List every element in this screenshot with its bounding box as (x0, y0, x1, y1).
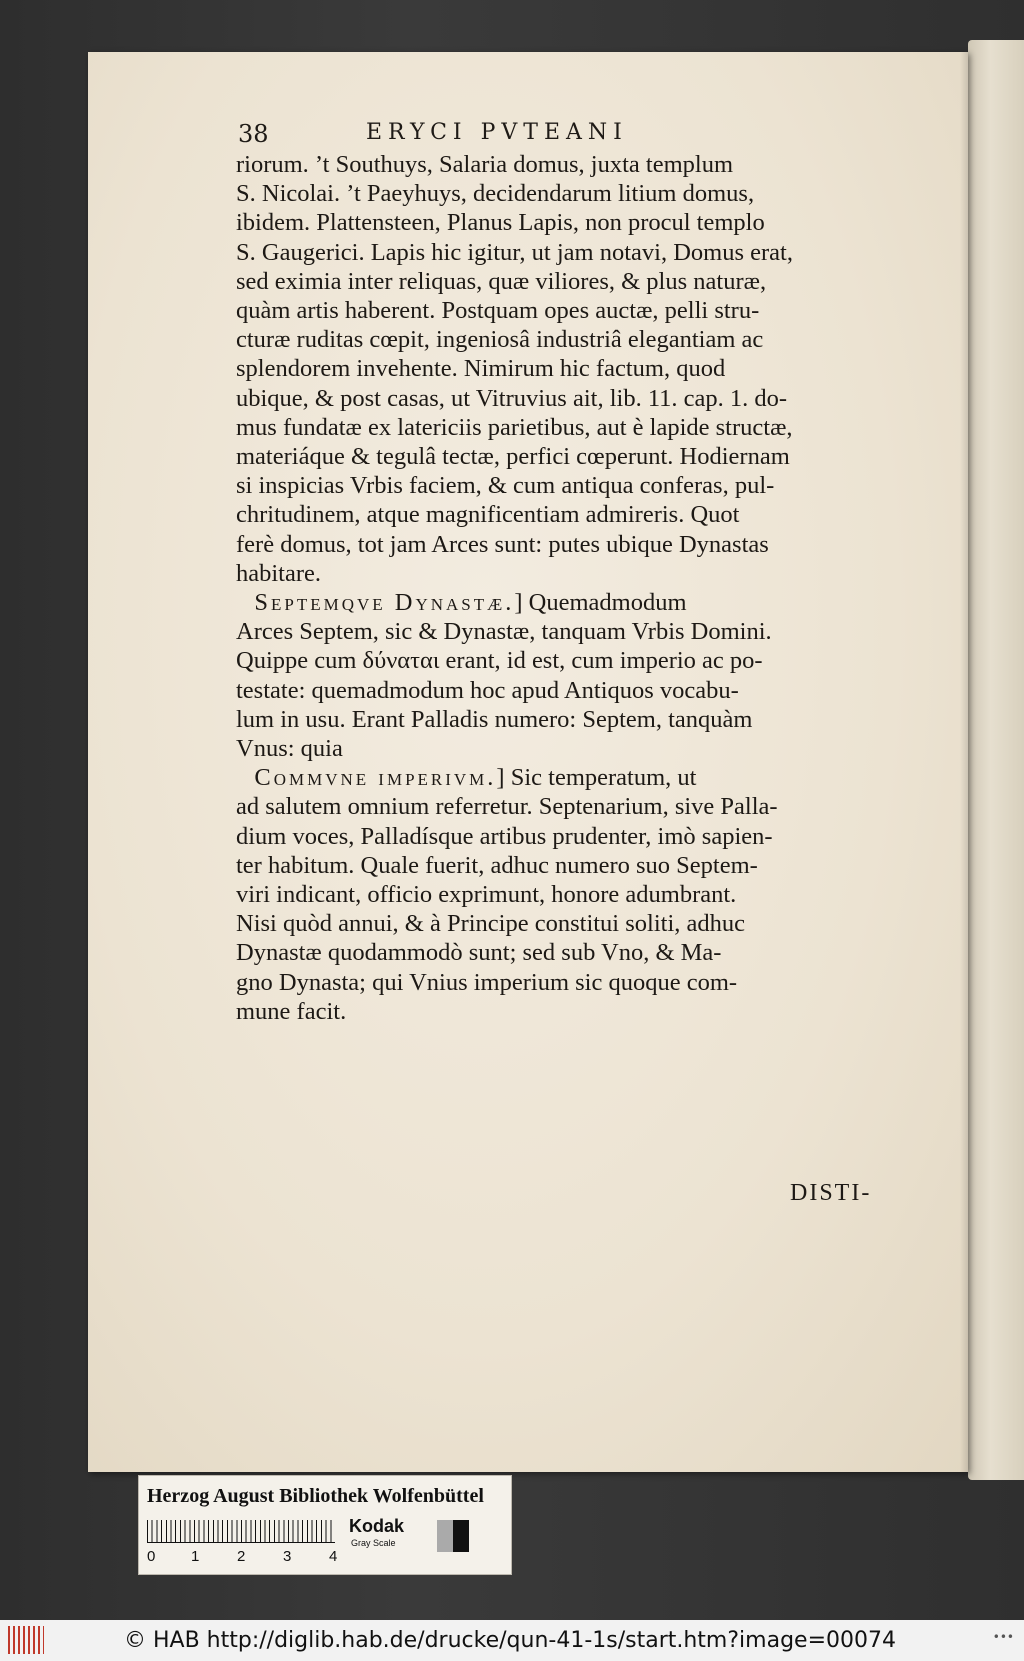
ruler-mark: 0 (147, 1548, 156, 1565)
ruler-mark: 2 (237, 1548, 246, 1565)
ruler-mark: 1 (191, 1548, 200, 1565)
text-line: quàm artis haberent. Postquam opes auctæ, pelli stru- (236, 297, 760, 325)
text-line: sed eximia inter reliquas, quæ viliores, & plus naturæ, (236, 267, 767, 295)
paragraph-3 (236, 763, 796, 1026)
ruler-marks (147, 1548, 337, 1566)
text-line: testate: quemadmodum hoc apud Antiquos vocabu- (236, 676, 739, 704)
text-line: ter habitum. Quale fuerit, adhuc numero suo Septem- (236, 851, 758, 879)
text-line: S. Gaugerici. Lapis hic igitur, ut jam notavi, Domus erat, (236, 238, 793, 266)
text-line: Nisi quòd annui, & à Principe constitui soliti, adhuc (236, 910, 745, 938)
footer-link[interactable]: © HAB http://diglib.hab.de/drucke/qun-41-1s/start.htm?image=00074 (124, 1628, 896, 1653)
gray-scale-patches (437, 1520, 469, 1552)
text-line: cturæ ruditas cœpit, ingeniosâ industriâ elegantiam ac (236, 326, 764, 354)
page-shadow (960, 52, 968, 1472)
text-line: materiáque & tegulâ tectæ, perfici cœperunt. Hodiernam (236, 443, 790, 471)
lemma-label: Commvne imperivm. (254, 764, 497, 792)
lemma-label: Septemqve Dynastæ. (254, 589, 515, 617)
catchword: DISTI- (790, 1180, 872, 1206)
text-line: lum in usu. Erant Palladis numero: Septem, tanquàm (236, 705, 753, 733)
footer-bar (0, 1620, 1024, 1661)
ruler-mark: 4 (329, 1548, 338, 1565)
text-segment: ] Sic temperatum, ut (496, 764, 697, 792)
text-line: ibidem. Plattensteen, Planus Lapis, non procul templo (236, 209, 765, 237)
library-name: Herzog August Bibliothek Wolfenbüttel (147, 1485, 484, 1507)
text-line: mus fundatæ ex latericiis parietibus, aut è lapide structæ, (236, 413, 793, 441)
text-line: splendorem invehente. Nimirum hic factum, quod (236, 355, 726, 383)
paragraph-1 (236, 150, 796, 588)
text-line: S. Nicolai. ’t Paeyhuys, decidendarum litium domus, (236, 180, 755, 208)
text-line: dium voces, Palladísque artibus prudenter, imò sapien- (236, 822, 773, 850)
running-head: ERYCI PVTEANI (366, 120, 628, 145)
text-line: chritudinem, atque magnificentiam admireris. Quot (236, 501, 740, 529)
gray-scale-label: Gray Scale (351, 1538, 396, 1548)
text-line (236, 763, 796, 792)
text-line: Vnus: quia (236, 735, 343, 763)
ruler-scale (147, 1520, 335, 1543)
text-line: Dynastæ quodammodò sunt; sed sub Vno, & Ma- (236, 939, 722, 967)
text-line: gno Dynasta; qui Vnius imperium sic quoque com- (236, 968, 738, 996)
page-number: 38 (238, 120, 269, 148)
text-line: Arces Septem, sic & Dynastæ, tanquam Vrbis Domini. (236, 618, 772, 646)
text-line: si inspicias Vrbis faciem, & cum antiqua conferas, pul- (236, 472, 775, 500)
text-line: riorum. ’t Southuys, Salaria domus, juxta templum (236, 151, 733, 178)
body-text (236, 150, 796, 1026)
paragraph-2 (236, 588, 796, 763)
text-line (236, 588, 796, 617)
text-line: viri indicant, officio exprimunt, honore adumbrant. (236, 881, 737, 909)
text-line: ubique, & post casas, ut Vitruvius ait, lib. 11. cap. 1. do- (236, 384, 788, 412)
text-line: mune facit. (236, 997, 347, 1025)
text-line: ferè domus, tot jam Arces sunt: putes ubique Dynastas (236, 530, 769, 558)
text-line: ad salutem omnium referretur. Septenarium, sive Palla- (236, 793, 778, 821)
text-line: Quippe cum δύναται erant, id est, cum imperio ac po- (236, 647, 763, 675)
hab-logo-icon (8, 1626, 44, 1654)
page-header (238, 112, 798, 152)
more-icon[interactable]: ••• (992, 1630, 1014, 1644)
text-segment: ] Quemadmodum (514, 589, 687, 617)
ruler-mark: 3 (283, 1548, 292, 1565)
adjacent-page-edge (968, 40, 1024, 1480)
library-color-card (138, 1475, 512, 1575)
kodak-logo: Kodak (349, 1516, 405, 1536)
text-line: habitare. (236, 559, 322, 587)
